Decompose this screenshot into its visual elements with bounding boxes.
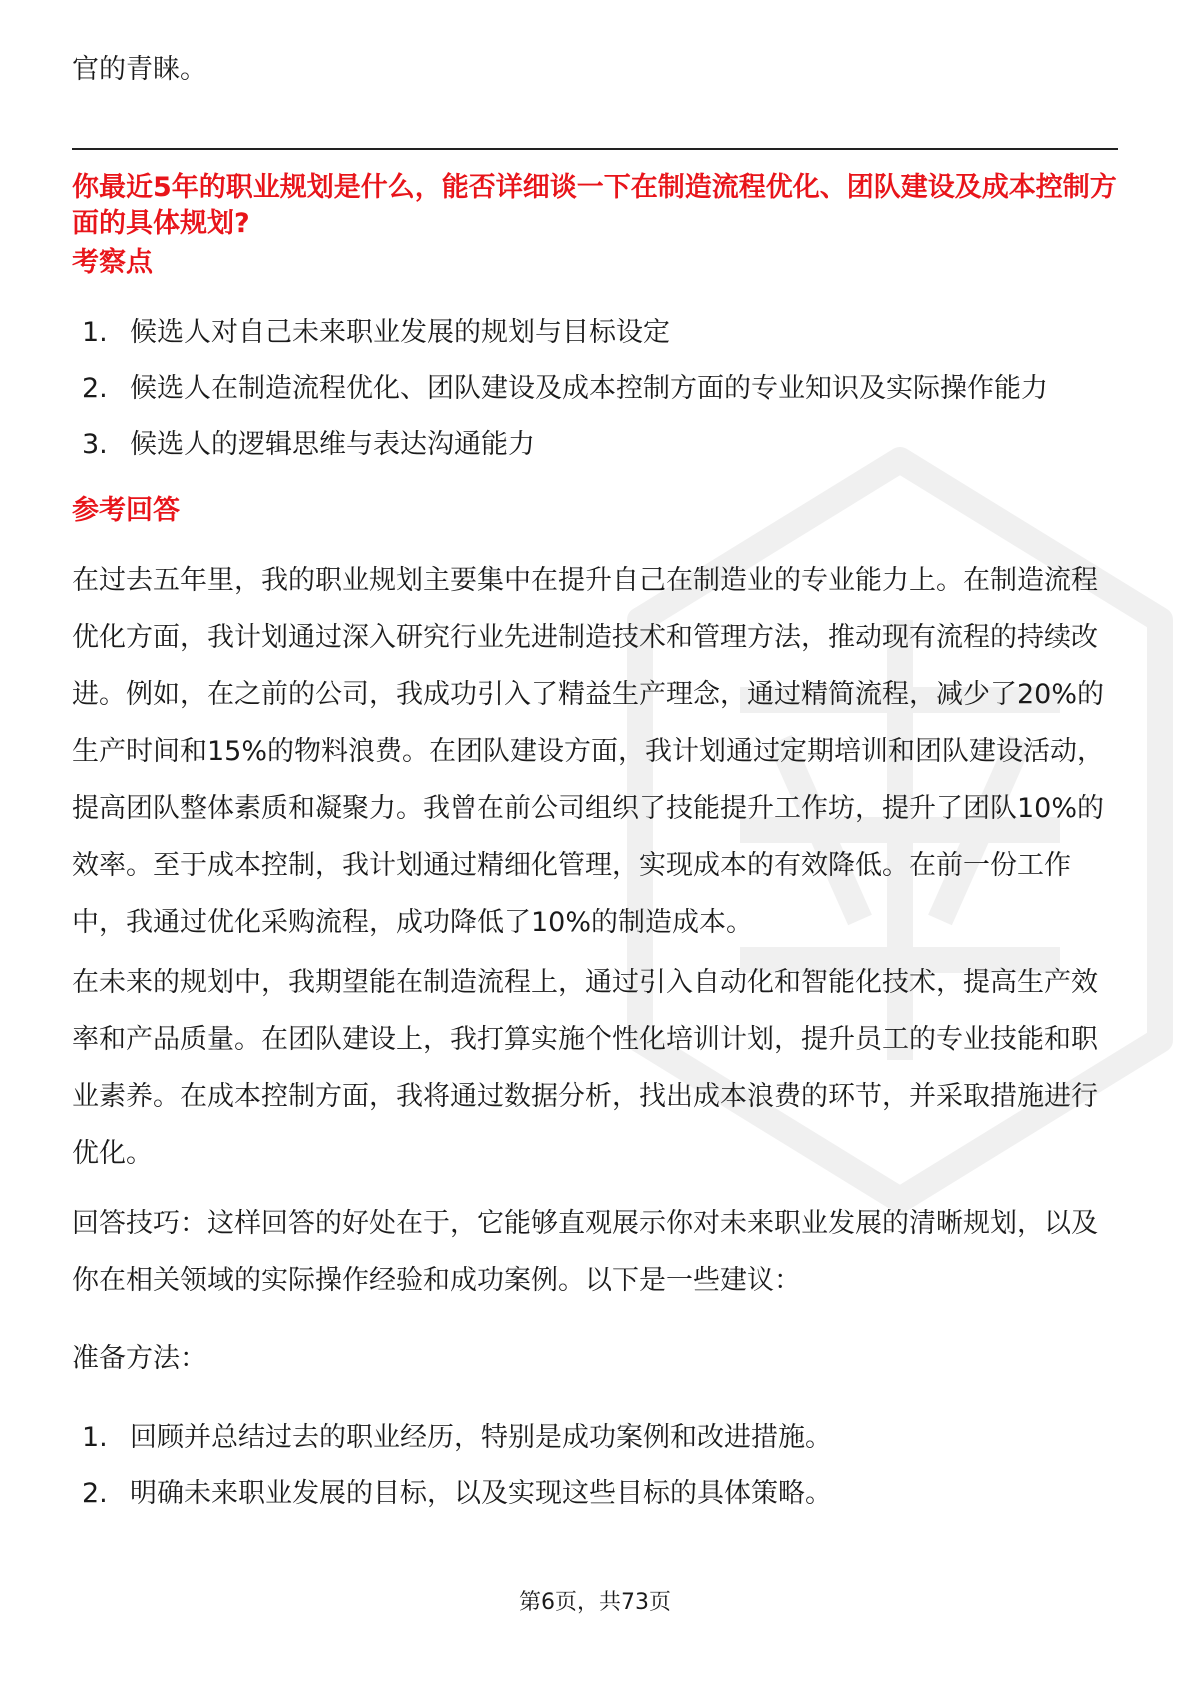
list-item-number: 1.	[82, 317, 108, 348]
examination-points-heading: 考察点	[72, 247, 153, 278]
list-item-text: 明确未来职业发展的目标，以及实现这些目标的具体策略。	[130, 1478, 832, 1509]
answer-paragraph-1: 在过去五年里，我的职业规划主要集中在提升自己在制造业的专业能力上。在制造流程优化方面，我计划通过深入研究行业先进制造技术和管理方法，推动现有流程的持续改进。例如，在之前的公司，我成功引入了精益生产理念，通过精简流程，减少了20%的生产时间和15%的物料浪费。在团队建设方面，我计划通过定期培训和团队建设活动，提高团队整体素质和凝聚力。我曾在前公司组织了技能提升工作坊，提升了团队10%的效率。至于成本控制，我计划通过精细化管理，实现成本的有效降低。在前一份工作中，我通过优化采购流程，成功降低了10%的制造成本。	[72, 565, 1105, 938]
page-number-footer: 第6页，共73页	[519, 1590, 671, 1615]
answer-paragraph-2: 在未来的规划中，我期望能在制造流程上，通过引入自动化和智能化技术，提高生产效率和产品质量。在团队建设上，我打算实施个性化培训计划，提升员工的专业技能和职业素养。在成本控制方面，我将通过数据分析，找出成本浪费的环节，并采取措施进行优化。	[72, 967, 1098, 1169]
answer-tips: 回答技巧：这样回答的好处在于，它能够直观展示你对未来职业发展的清晰规划，以及你在相关领域的实际操作经验和成功案例。以下是一些建议：	[72, 1208, 1098, 1296]
list-item	[82, 1474, 832, 1530]
list-item	[82, 313, 1048, 369]
preparation-heading: 准备方法：	[72, 1343, 207, 1374]
preparation-list	[82, 1418, 832, 1530]
list-item-text: 候选人在制造流程优化、团队建设及成本控制方面的专业知识及实际操作能力	[130, 373, 1048, 404]
list-item-number: 3.	[82, 429, 108, 460]
list-item-number: 1.	[82, 1422, 108, 1453]
list-item	[82, 369, 1048, 425]
list-item	[82, 425, 1048, 481]
reference-answer-heading: 参考回答	[72, 495, 180, 526]
list-item	[82, 1418, 832, 1474]
section-divider	[72, 148, 1118, 150]
list-item-text: 回顾并总结过去的职业经历，特别是成功案例和改进措施。	[130, 1422, 832, 1453]
list-item-text: 候选人的逻辑思维与表达沟通能力	[130, 429, 535, 460]
carry-over-text: 官的青睐。	[72, 54, 207, 85]
list-item-number: 2.	[82, 373, 108, 404]
list-item-number: 2.	[82, 1478, 108, 1509]
question-heading: 你最近5年的职业规划是什么，能否详细谈一下在制造流程优化、团队建设及成本控制方面的具体规划?	[72, 172, 1117, 239]
examination-points-list	[82, 313, 1048, 481]
list-item-text: 候选人对自己未来职业发展的规划与目标设定	[130, 317, 670, 348]
